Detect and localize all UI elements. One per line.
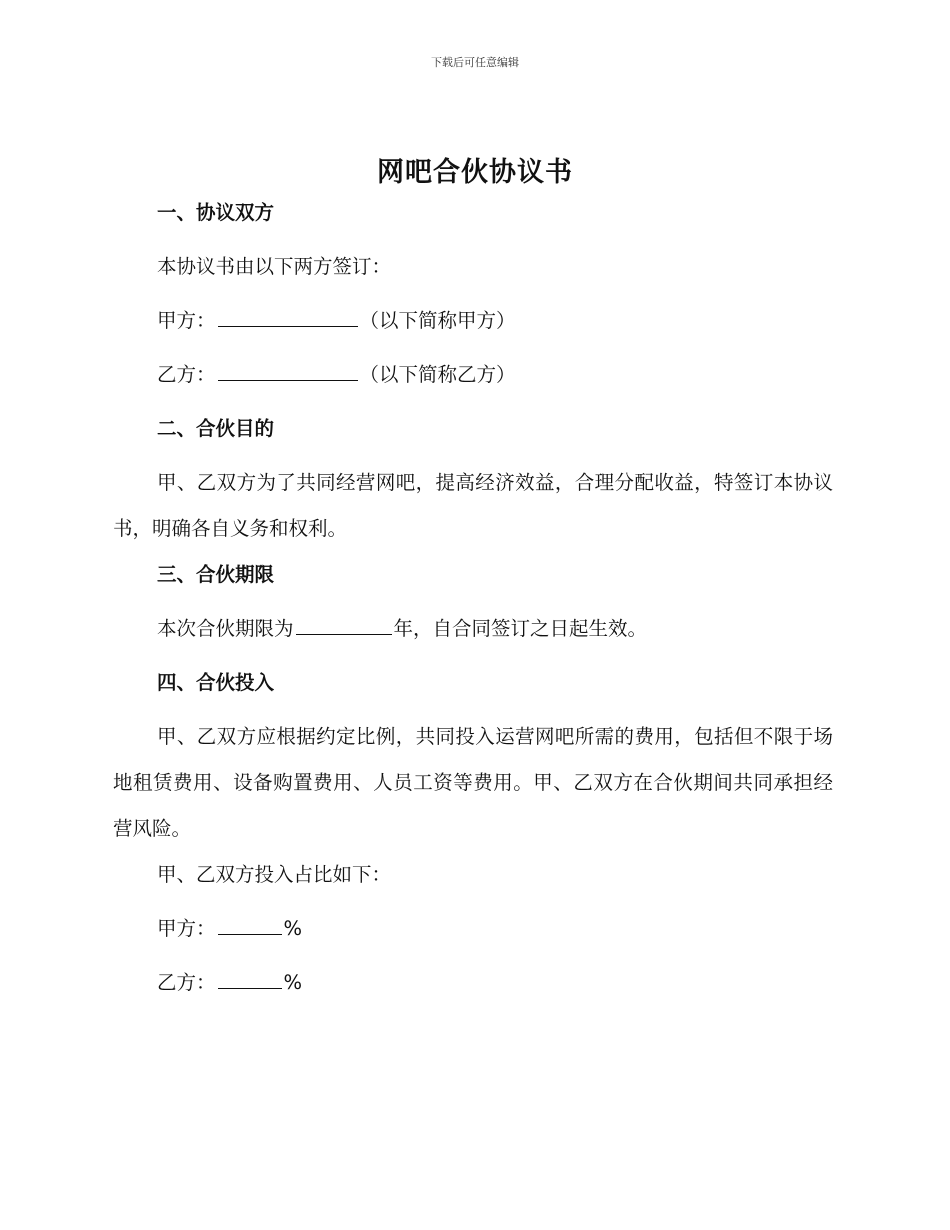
party-a-ratio-line bbox=[113, 914, 833, 968]
party-b-suffix: （以下简称乙方） bbox=[359, 363, 516, 386]
document-title: 网吧合伙协议书 bbox=[377, 157, 573, 188]
document-body bbox=[113, 198, 833, 1022]
party-b-percent-sign: % bbox=[283, 971, 303, 994]
header-note: 下载后可任意编辑 bbox=[431, 56, 519, 69]
term-text-after: 年，自合同签订之日起生效。 bbox=[393, 617, 648, 640]
party-a-percent-sign: % bbox=[283, 917, 303, 940]
party-a-ratio-label: 甲方： bbox=[157, 917, 216, 940]
party-a-line bbox=[113, 306, 833, 360]
party-a-name-blank[interactable] bbox=[218, 308, 358, 327]
party-b-name-blank[interactable] bbox=[218, 362, 358, 381]
section-3-heading: 三、合伙期限 bbox=[157, 563, 275, 586]
party-a-suffix: （以下简称甲方） bbox=[359, 309, 516, 332]
party-b-label: 乙方： bbox=[157, 363, 216, 386]
party-b-ratio-line bbox=[113, 968, 833, 1022]
section-1-intro: 本协议书由以下两方签订： bbox=[157, 255, 392, 278]
ratio-intro: 甲、乙双方投入占比如下： bbox=[157, 863, 392, 886]
section-2-heading: 二、合伙目的 bbox=[157, 417, 275, 440]
section-1-heading: 一、协议双方 bbox=[157, 201, 275, 224]
party-b-ratio-label: 乙方： bbox=[157, 971, 216, 994]
party-a-label: 甲方： bbox=[157, 309, 216, 332]
section-4-text: 甲、乙双方应根据约定比例，共同投入运营网吧所需的费用，包括但不限于场地租赁费用、设备购置费用、人员工资等费用。甲、乙双方在合伙期间共同承担经营风险。 bbox=[113, 725, 833, 840]
party-a-ratio-blank[interactable] bbox=[218, 916, 282, 935]
section-3-text bbox=[113, 614, 833, 668]
section-2-text: 甲、乙双方为了共同经营网吧，提高经济效益，合理分配收益，特签订本协议书，明确各自义务和权利。 bbox=[113, 471, 833, 540]
party-b-line bbox=[113, 360, 833, 414]
term-text-before: 本次合伙期限为 bbox=[157, 617, 294, 640]
term-years-blank[interactable] bbox=[296, 616, 392, 635]
party-b-ratio-blank[interactable] bbox=[218, 970, 282, 989]
section-4-heading: 四、合伙投入 bbox=[157, 671, 275, 694]
